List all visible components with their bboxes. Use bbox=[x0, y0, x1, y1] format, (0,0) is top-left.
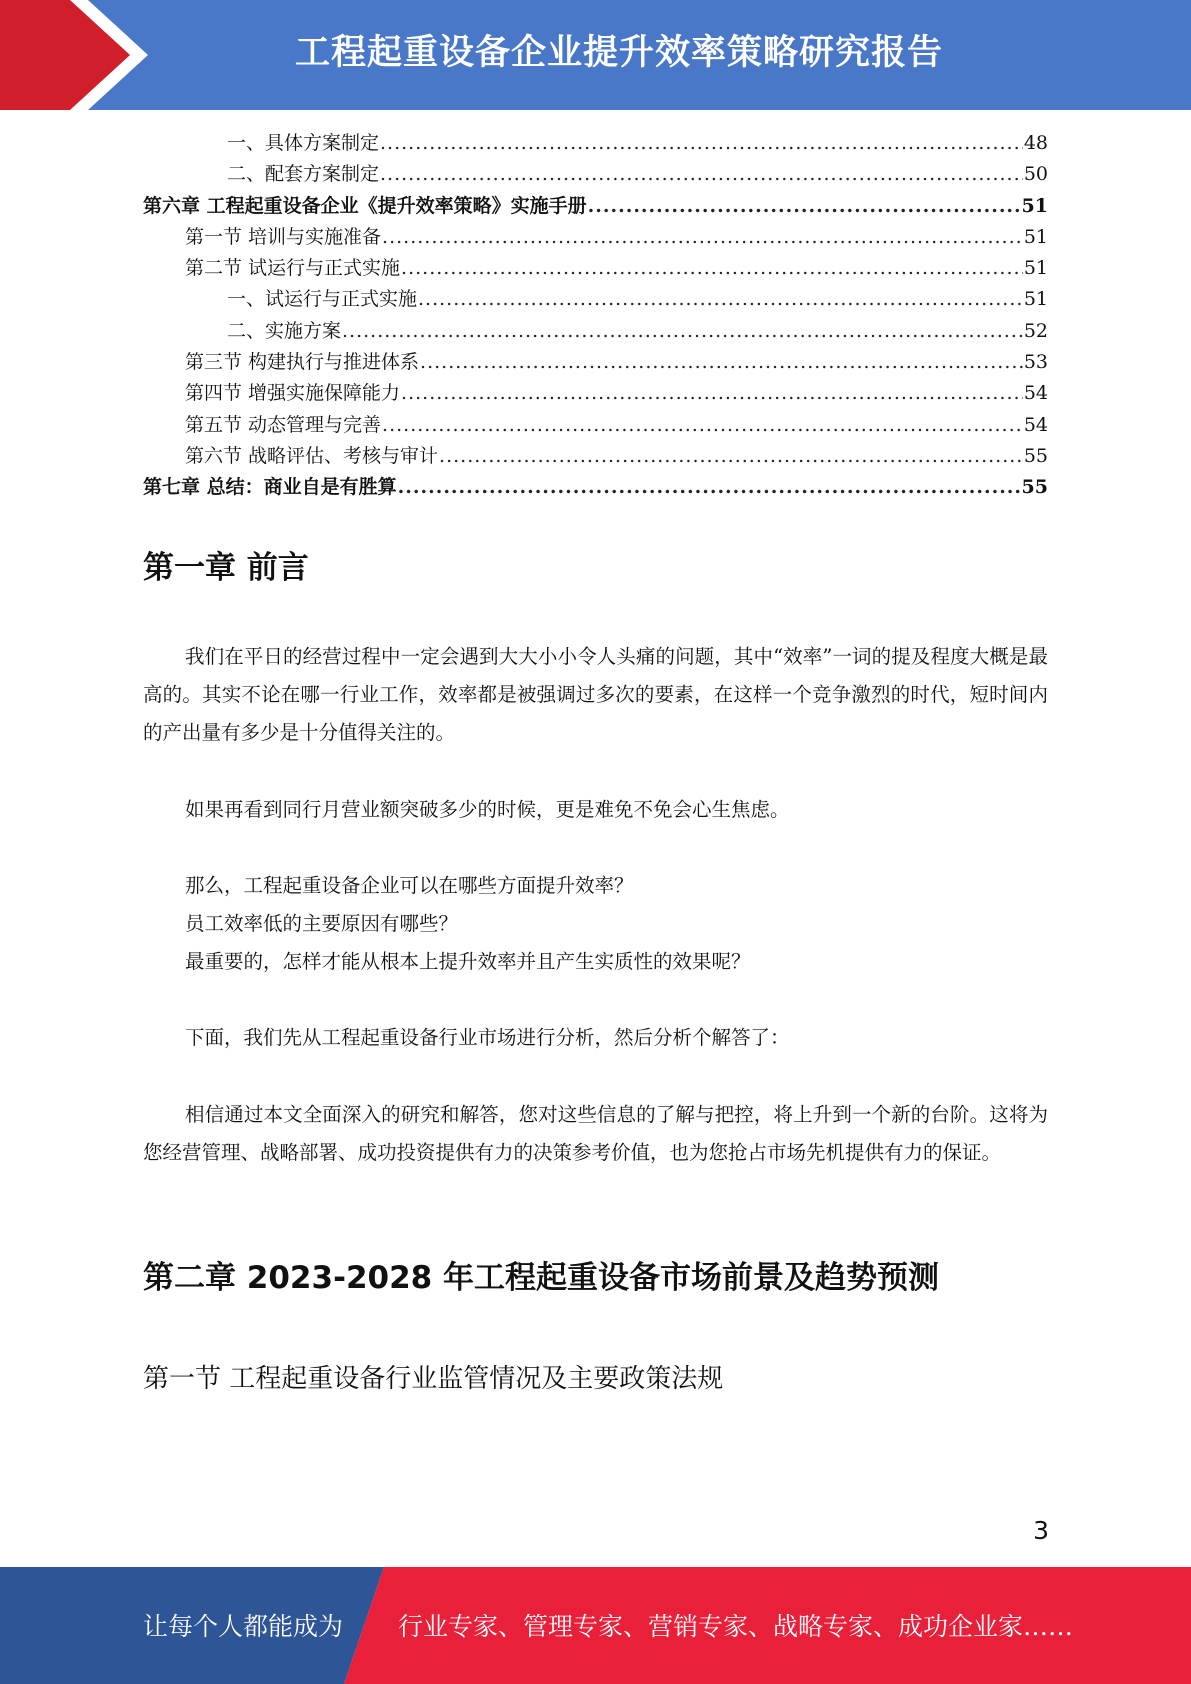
chapter-1-paragraph-2: 如果再看到同行月营业额突破多少的时候，更是难免不免会心生焦虑。 bbox=[185, 798, 790, 821]
toc-entry[interactable] bbox=[143, 159, 1048, 190]
toc-entry-title: 第四节 增强实施保障能力 bbox=[185, 382, 401, 405]
toc-entry[interactable] bbox=[143, 253, 1048, 284]
toc-leader-dots bbox=[439, 445, 1023, 467]
chapter-2-section-1-heading: 第一节 工程起重设备行业监管情况及主要政策法规 bbox=[143, 1364, 724, 1394]
toc-leader-dots bbox=[342, 320, 1023, 342]
chapter-2-heading: 第二章 2023-2028 年工程起重设备市场前景及趋势预测 bbox=[143, 1260, 940, 1296]
toc-entry[interactable] bbox=[143, 441, 1048, 472]
footer-slogan-left: 让每个人都能成为 bbox=[143, 1612, 344, 1641]
chapter-1-question-2: 员工效率低的主要原因有哪些？ bbox=[185, 912, 459, 935]
toc-entry-title: 第六章 工程起重设备企业《提升效率策略》实施手册 bbox=[143, 194, 587, 217]
toc-entry-title: 第五节 动态管理与完善 bbox=[185, 413, 382, 436]
toc-entry-page: 50 bbox=[1023, 163, 1048, 186]
chapter-1-paragraph-3: 下面，我们先从工程起重设备行业市场进行分析，然后分析个解答了： bbox=[185, 1026, 790, 1049]
toc-leader-dots bbox=[420, 351, 1023, 373]
chapter-1-question-3: 最重要的，怎样才能从根本上提升效率并且产生实质性的效果呢？ bbox=[185, 950, 751, 973]
toc-entry-title: 第七章 总结：商业自是有胜算 bbox=[143, 476, 397, 499]
toc-entry-page: 51 bbox=[1023, 225, 1048, 248]
toc-entry-page: 51 bbox=[1021, 194, 1048, 217]
toc-leader-dots bbox=[401, 382, 1023, 404]
toc-leader-dots bbox=[382, 414, 1023, 436]
toc-leader-dots bbox=[401, 257, 1023, 279]
toc-entry-title: 第二节 试运行与正式实施 bbox=[185, 257, 401, 280]
toc-entry-page: 52 bbox=[1023, 319, 1048, 342]
toc-entry-page: 55 bbox=[1021, 476, 1048, 499]
toc-entry-title: 第六节 战略评估、考核与审计 bbox=[185, 444, 439, 467]
toc-leader-dots bbox=[418, 288, 1023, 310]
toc-entry[interactable] bbox=[143, 410, 1048, 441]
toc-leader-dots bbox=[398, 476, 1021, 498]
toc-entry-page: 51 bbox=[1023, 288, 1048, 311]
toc-entry[interactable] bbox=[143, 378, 1048, 409]
toc-entry-page: 55 bbox=[1023, 444, 1048, 467]
toc-entry[interactable] bbox=[143, 191, 1048, 222]
toc-entry-title: 二、配套方案制定 bbox=[227, 163, 380, 186]
toc-leader-dots bbox=[588, 195, 1021, 217]
table-of-contents bbox=[143, 128, 1048, 504]
page-header bbox=[0, 0, 1191, 110]
header-chevron-decoration bbox=[0, 0, 160, 110]
toc-entry[interactable] bbox=[143, 316, 1048, 347]
toc-leader-dots bbox=[380, 132, 1023, 154]
toc-entry-title: 一、试运行与正式实施 bbox=[227, 288, 418, 311]
chapter-1-paragraph-1: 我们在平日的经营过程中一定会遇到大大小小令人头痛的问题，其中“效率”一词的提及程度大概是最高的。其实不论在哪一行业工作，效率都是被强调过多次的要素，在这样一个竞争激烈的时代，短时间内的产出量有多少是十分值得关注的。 bbox=[143, 645, 1048, 744]
toc-entry[interactable] bbox=[143, 284, 1048, 315]
toc-entry[interactable] bbox=[143, 222, 1048, 253]
toc-entry-page: 51 bbox=[1023, 257, 1048, 280]
chapter-1-heading: 第一章 前言 bbox=[143, 550, 309, 586]
toc-entry-title: 一、具体方案制定 bbox=[227, 132, 380, 154]
toc-leader-dots bbox=[382, 226, 1023, 248]
page-number: 3 bbox=[1033, 1516, 1049, 1545]
footer-slogan-right: 行业专家、管理专家、营销专家、战略专家、成功企业家…… bbox=[398, 1612, 1074, 1641]
toc-entry-title: 第一节 培训与实施准备 bbox=[185, 225, 382, 248]
toc-entry-page: 54 bbox=[1023, 382, 1048, 405]
toc-entry[interactable] bbox=[143, 128, 1048, 159]
toc-leader-dots bbox=[380, 163, 1023, 185]
chapter-1-question-1: 那么，工程起重设备企业可以在哪些方面提升效率？ bbox=[185, 874, 634, 897]
toc-entry-page: 54 bbox=[1023, 413, 1048, 436]
chapter-1-paragraph-4: 相信通过本文全面深入的研究和解答，您对这些信息的了解与把控，将上升到一个新的台阶。这将为您经营管理、战略部署、成功投资提供有力的决策参考价值，也为您抢占市场先机提供有力的保证。 bbox=[143, 1103, 1048, 1164]
toc-entry-page: 53 bbox=[1023, 351, 1048, 374]
report-title: 工程起重设备企业提升效率策略研究报告 bbox=[295, 33, 944, 73]
toc-entry-title: 二、实施方案 bbox=[227, 319, 342, 342]
toc-entry-title: 第三节 构建执行与推进体系 bbox=[185, 351, 420, 374]
toc-entry-page: 48 bbox=[1023, 132, 1048, 154]
page-footer bbox=[0, 1567, 1191, 1684]
toc-entry[interactable] bbox=[143, 347, 1048, 378]
toc-entry[interactable] bbox=[143, 472, 1048, 503]
